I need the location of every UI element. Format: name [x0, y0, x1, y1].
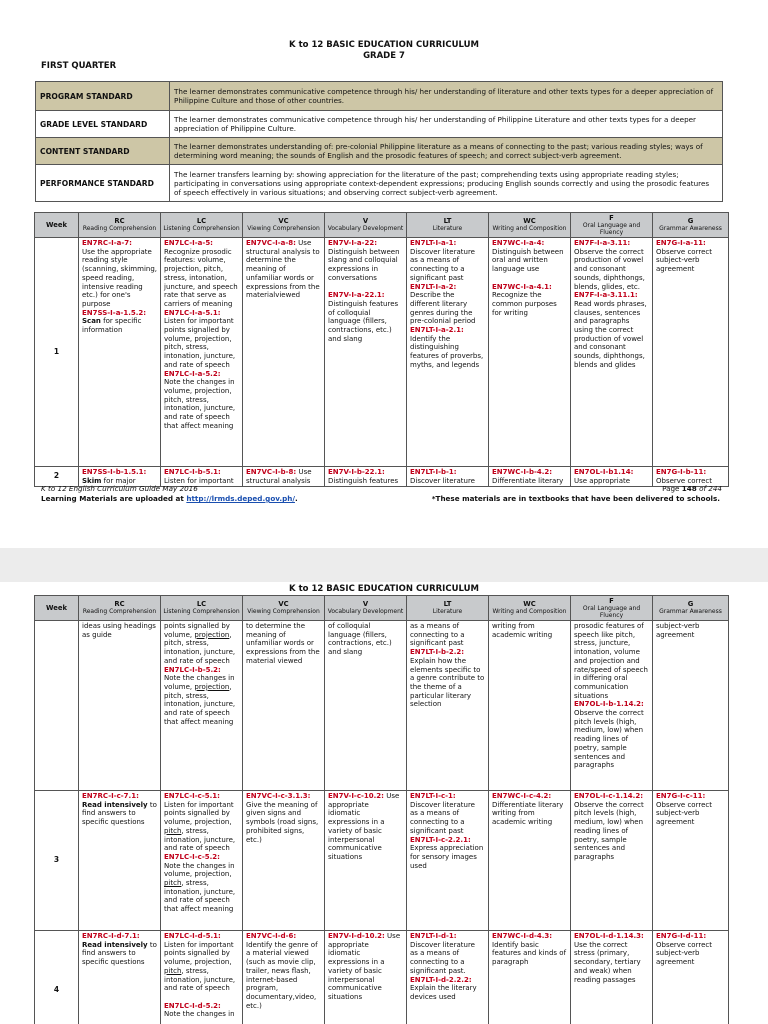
- header-wc: [489, 213, 571, 238]
- header-name: Grammar Awareness: [659, 608, 722, 615]
- header-week-label: Week: [46, 220, 67, 229]
- header-name: Vocabulary Development: [327, 608, 404, 615]
- competency-text: Describe the different literary genres during the pre-colonial period: [410, 291, 476, 326]
- competency-code: EN7LC-I-c-5.2:: [164, 852, 220, 861]
- header-code: LC: [196, 600, 207, 608]
- competency-text: ideas using headings as guide: [82, 622, 156, 639]
- cell-vc: [243, 238, 325, 467]
- header-code: LT: [443, 217, 452, 225]
- week-number: 2: [35, 467, 79, 487]
- competency-text: writing from academic writing: [492, 622, 553, 639]
- quarter-heading: FIRST QUARTER: [41, 61, 117, 71]
- competency-text: Read words phrases, clauses, sentences and paragraphs using the correct production of vowel and consonant sounds, diphthongs, blends and glides: [574, 299, 647, 369]
- competency-code: EN7LT-I-a-2:: [410, 282, 457, 291]
- title-line: K to 12 BASIC EDUCATION CURRICULUM: [289, 40, 479, 50]
- week-number: [35, 621, 79, 791]
- cell-f: [571, 467, 653, 487]
- program-standard-label: PROGRAM STANDARD: [36, 82, 170, 111]
- cell-f: [571, 931, 653, 1024]
- competency-text: Use the appropriate reading style (scanning, skimming, speed reading, intensive reading etc.) for one's purpose: [82, 247, 157, 308]
- cell-lt: [407, 931, 489, 1024]
- header-name: Literature: [432, 225, 463, 232]
- cell-v: [325, 791, 407, 931]
- standards-table: [35, 81, 723, 202]
- lrmds-link[interactable]: http://lrmds.deped.gov.ph/: [186, 494, 295, 503]
- document-title: [0, 582, 768, 595]
- competency-text: Discover literature as a means of connecting to a significant past: [410, 800, 475, 835]
- header-name: Writing and Composition: [492, 225, 567, 232]
- header-v: [325, 596, 407, 621]
- table-header-row: [35, 213, 729, 238]
- header-f: [571, 213, 653, 238]
- competency-code: EN7WC-I-a-4.1:: [492, 282, 552, 291]
- curriculum-guide-note: K to 12 English Curriculum Guide May 2016: [41, 484, 198, 493]
- competency-text: Use structural analysis to determine the meaning of unfamiliar words or expressions from the materialviewed: [246, 239, 320, 300]
- header-code: VC: [278, 217, 289, 225]
- header-code: WC: [523, 600, 536, 608]
- header-code: WC: [523, 217, 536, 225]
- competency-text: Observe the correct pitch levels (high, medium, low) when reading lines of poetry, sample sentences and paragraphs: [574, 709, 644, 770]
- competency-text: , stress, intonation, juncture, and rate of speech that affect meaning: [164, 879, 236, 914]
- content-standard-row: [36, 138, 723, 165]
- grade-level-standard-text: The learner demonstrates communicative competence through his/ her understanding of Philippine Literature and other texts types for a deeper appreciation of Philippine Culture.: [170, 111, 723, 138]
- cell-v: [325, 467, 407, 487]
- competency-code: EN7WC-I-a-4:: [492, 239, 545, 247]
- competency-code: EN7G-I-a-11:: [656, 239, 706, 247]
- competency-underlined: projection: [194, 682, 230, 691]
- textbook-note: *These materials are in textbooks that have been delivered to schools.: [431, 494, 720, 503]
- competency-text: Identify the distinguishing features of proverbs, myths, and legends: [410, 334, 484, 369]
- competency-text: Express appreciation for sensory images used: [410, 844, 484, 870]
- header-lt: [407, 596, 489, 621]
- competencies-table: [34, 212, 729, 487]
- title-line: K to 12 BASIC EDUCATION CURRICULUM: [289, 584, 479, 594]
- competency-code: EN7LT-I-b-2.2:: [410, 648, 465, 657]
- header-code: LC: [196, 217, 207, 225]
- competency-text: Identify the genre of a material viewed (such as movie clip, trailer, news flash, internet-based program, documentary,video, etc.): [246, 940, 318, 1010]
- competency-code: EN7OL-I-b-1.14.2:: [574, 700, 644, 709]
- competency-text: as a means of connecting to a significant past: [410, 622, 465, 648]
- grade-level-standard-label: GRADE LEVEL STANDARD: [36, 111, 170, 138]
- page-number: [662, 484, 722, 493]
- cell-wc: [489, 931, 571, 1024]
- cell-lc: [161, 791, 243, 931]
- competency-keyword: Read intensively: [82, 940, 148, 949]
- header-name: Literature: [432, 608, 463, 615]
- competency-code: EN7OL-I-c-1.14.2:: [574, 792, 643, 800]
- program-standard-text: The learner demonstrates communicative competence through his/ her understanding of literature and other texts types for a deeper appreciation of Philippine Culture and those of other countries.: [170, 82, 723, 111]
- competency-code: EN7F-I-a-3.11:: [574, 239, 631, 247]
- competency-code: EN7V-I-d-10.2:: [328, 932, 385, 940]
- competency-code: EN7LC-I-a-5.2:: [164, 369, 221, 378]
- competency-keyword: Scan: [82, 317, 101, 326]
- competency-code: EN7LC-I-d-5.2:: [164, 1001, 221, 1010]
- cell-f: [571, 238, 653, 467]
- cell-v: [325, 238, 407, 467]
- header-name: Writing and Composition: [492, 608, 567, 615]
- cell-v: [325, 621, 407, 791]
- competency-code: EN7WC-I-d-4.3:: [492, 932, 553, 940]
- page-of: of: [696, 484, 709, 493]
- cell-lt: [407, 238, 489, 467]
- cell-lc: [161, 238, 243, 467]
- competency-code: EN7V-I-a-22.1:: [328, 291, 385, 300]
- competency-text: Distinguish between oral and written language use: [492, 247, 564, 274]
- competency-code: EN7SS-I-b-1.5.1:: [82, 468, 147, 476]
- competency-text: to find answers to specific questions: [82, 800, 157, 827]
- competency-code: EN7F-I-a-3.11.1:: [574, 291, 638, 300]
- competency-code: EN7WC-I-c-4.2:: [492, 792, 552, 800]
- competency-text: Observe correct subject-verb agreement: [656, 247, 712, 274]
- competency-code: EN7LC-I-a-5.1:: [164, 308, 221, 317]
- competency-text: Give the meaning of given signs and symbols (road signs, prohibited signs, etc.): [246, 800, 319, 844]
- competency-code: EN7LC-I-c-5.1:: [164, 792, 220, 800]
- competency-code: EN7G-I-b-11:: [656, 468, 707, 476]
- competency-code: EN7RC-I-d-7.1:: [82, 932, 140, 940]
- competency-text: Use structural analysis: [246, 468, 312, 485]
- header-code: G: [687, 600, 694, 608]
- header-lc: [161, 596, 243, 621]
- header-name: Vocabulary Development: [327, 225, 404, 232]
- header-name: Listening Comprehension: [163, 225, 240, 232]
- competency-text: to determine the meaning of unfamiliar words or expressions from the material viewed: [246, 622, 320, 665]
- cell-f: [571, 791, 653, 931]
- competency-underlined: pitch: [164, 826, 182, 835]
- competency-code: EN7V-I-b-22.1:: [328, 468, 385, 476]
- competency-text: Discover literature as a means of connecting to a significant past: [410, 247, 475, 282]
- competency-text: Listen for important points signalled by volume, projection,: [164, 800, 234, 827]
- competency-code: EN7OL-I-d-1.14.3:: [574, 932, 644, 940]
- competency-text: Observe the correct pitch levels (high, medium, low) when reading lines of poetry, sample sentences and paragraphs: [574, 800, 644, 861]
- competency-code: EN7VC-I-a-8:: [246, 239, 296, 247]
- header-code: F: [609, 596, 614, 605]
- cell-vc: [243, 467, 325, 487]
- competency-text: Observe correct subject-verb agreement: [656, 800, 712, 827]
- cell-lc: [161, 621, 243, 791]
- cell-vc: [243, 791, 325, 931]
- competency-underlined: pitch: [164, 879, 182, 888]
- learning-materials-suffix: .: [294, 494, 298, 503]
- table-header-row: [35, 596, 729, 621]
- competency-code: EN7LT-I-d-1:: [410, 932, 457, 940]
- competency-text: Discover literature: [410, 476, 475, 485]
- header-code: V: [362, 217, 369, 225]
- competency-code: EN7LT-I-a-2.1:: [410, 326, 464, 335]
- header-code: RC: [114, 600, 125, 608]
- header-name: Grammar Awareness: [659, 225, 722, 232]
- week-number: 4: [35, 931, 79, 1024]
- competency-code: EN7V-I-c-10.2:: [328, 792, 384, 800]
- header-week-label: Week: [46, 603, 67, 612]
- competency-code: EN7WC-I-b-4.2:: [492, 468, 553, 476]
- competency-text: for specific information: [82, 317, 142, 335]
- header-code: VC: [278, 600, 289, 608]
- cell-vc: [243, 931, 325, 1024]
- competency-code: EN7LT-I-c-2.2.1:: [410, 835, 471, 844]
- competency-text: , stress, intonation, juncture, and rate of speech: [164, 826, 236, 853]
- competency-text: Listen for important points signalled by volume, projection, pitch, stress, intonation, juncture, and rate of speech: [164, 317, 236, 369]
- header-lc: [161, 213, 243, 238]
- competency-code: EN7LT-I-d-2.2.2:: [410, 975, 472, 984]
- curriculum-page-149: [0, 582, 768, 1024]
- competency-text: Note the changes in volume, projection,: [164, 861, 235, 879]
- competency-text: Distinguish between slang and colloquial expressions in conversations: [328, 247, 400, 282]
- table-row-week-4: [35, 931, 729, 1024]
- cell-vc: [243, 621, 325, 791]
- content-standard-text: The learner demonstrates understanding of: pre-colonial Philippine literature as a means of connecting to the past; various reading styles; ways of determining word meaning; the sounds of English and the prosodic features of speech; and correct subject-verb agreement.: [170, 138, 723, 165]
- competency-code: EN7LT-I-c-1:: [410, 792, 456, 800]
- header-code: F: [609, 213, 614, 222]
- learning-materials-prefix: Learning Materials are uploaded at: [41, 494, 187, 503]
- competency-code: EN7G-I-d-11:: [656, 932, 707, 940]
- performance-standard-row: [36, 165, 723, 202]
- competency-text: Observe the correct production of vowel and consonant sounds, diphthongs, blends, glides, etc.: [574, 247, 645, 291]
- competency-underlined: projection: [194, 630, 230, 639]
- header-name: Reading Comprehension: [82, 225, 157, 232]
- header-code: V: [362, 600, 369, 608]
- header-code: LT: [443, 600, 452, 608]
- competency-code: EN7LC-I-d-5.1:: [164, 932, 221, 940]
- header-wc: [489, 596, 571, 621]
- competency-text: Note the changes in: [164, 1010, 235, 1019]
- competency-text: points signalled by volume,: [164, 622, 230, 639]
- competency-code: EN7RC-I-c-7.1:: [82, 792, 139, 800]
- competency-text: , pitch, stress, intonation, juncture, and rate of speech: [164, 630, 236, 665]
- competency-text: Use appropriate idiomatic expressions in a variety of basic interpersonal communicative situations: [328, 932, 401, 1001]
- competency-code: EN7G-I-c-11:: [656, 792, 706, 800]
- competency-text: for major: [101, 476, 136, 485]
- competency-text: Identify basic features and kinds of paragraph: [492, 940, 567, 967]
- competency-text: Recognize prosodic features: volume, projection, pitch, stress, intonation, juncture, and speech rate that serve as carriers of meaning: [164, 247, 238, 308]
- competency-text: Explain the literary devices used: [410, 984, 477, 1001]
- competency-text: Listen for important: [164, 476, 234, 485]
- cell-g: [653, 621, 729, 791]
- cell-v: [325, 931, 407, 1024]
- header-vc: [243, 596, 325, 621]
- cell-wc: [489, 621, 571, 791]
- cell-lc: [161, 931, 243, 1024]
- competency-text: Observe correct subject-verb agreement: [656, 940, 712, 967]
- competency-text: Note the changes in volume,: [164, 674, 235, 691]
- competency-text: Differentiate literary: [492, 476, 564, 485]
- competency-text: Listen for important points signalled by volume, projection,: [164, 940, 234, 967]
- competencies-table-continued: [34, 595, 729, 1024]
- cell-wc: [489, 238, 571, 467]
- document-title: [0, 0, 768, 62]
- competency-text: to find answers to specific questions: [82, 940, 157, 967]
- header-name: Reading Comprehension: [82, 608, 157, 615]
- cell-f: [571, 621, 653, 791]
- cell-g: [653, 791, 729, 931]
- competency-text: of colloquial language (fillers, contractions, etc.) and slang: [328, 622, 392, 657]
- competency-text: prosodic features of speech like pitch, stress, juncture, intonation, volume and projection and rate/speed of speech in differing oral communication situations: [574, 622, 648, 700]
- competency-text: Distinguish features: [328, 476, 399, 485]
- competency-code: EN7V-I-a-22:: [328, 239, 378, 247]
- grade-level-standard-row: [36, 111, 723, 138]
- page-label: Page: [662, 484, 682, 493]
- table-row-week-1: [35, 238, 729, 467]
- competency-keyword: Skim: [82, 476, 102, 485]
- competency-text: , pitch, stress, intonation, juncture, and rate of speech that affect meaning: [164, 682, 236, 726]
- header-name: Oral Language and Fluency: [582, 604, 641, 619]
- header-g: [653, 596, 729, 621]
- header-name: Viewing Comprehension: [247, 225, 320, 232]
- competency-code: EN7LC-I-a-5:: [164, 239, 213, 247]
- competency-underlined: pitch: [164, 966, 182, 975]
- competency-text: Discover literature as a means of connecting to a significant past.: [410, 940, 475, 975]
- competency-code: EN7SS-I-a-1.5.2:: [82, 308, 147, 317]
- competency-text: Differentiate literary writing from academic writing: [492, 800, 564, 827]
- cell-g: [653, 238, 729, 467]
- page-total: 244: [708, 484, 722, 493]
- competency-text: Use the correct stress (primary, secondary, tertiary and weak) when reading passages: [574, 940, 641, 984]
- competency-text: Use appropriate idiomatic expressions in a variety of basic interpersonal communicative situations: [328, 792, 400, 861]
- header-week: [35, 596, 79, 621]
- competency-text: Use appropriate: [574, 476, 631, 485]
- header-name: Oral Language and Fluency: [582, 221, 641, 236]
- header-code: RC: [114, 217, 125, 225]
- competency-code: EN7VC-I-c-3.1.3:: [246, 792, 311, 800]
- competency-text: subject-verb agreement: [656, 622, 700, 639]
- competency-code: EN7LC-I-b-5.1:: [164, 468, 221, 476]
- competency-keyword: Read intensively: [82, 800, 148, 809]
- header-name: Viewing Comprehension: [247, 608, 320, 615]
- competency-text: Explain how the elements specific to a genre contribute to the theme of a particular literary selection: [410, 656, 485, 709]
- competency-code: EN7VC-I-b-8:: [246, 468, 297, 476]
- performance-standard-label: PERFORMANCE STANDARD: [36, 165, 170, 202]
- cell-lt: [407, 791, 489, 931]
- competency-text: , stress, intonation, juncture, and rate of speech: [164, 966, 236, 993]
- page-current: 148: [681, 484, 697, 493]
- cell-rc: [79, 621, 161, 791]
- cell-rc: [79, 931, 161, 1024]
- grade-line: GRADE 7: [363, 51, 405, 61]
- competency-code: EN7LT-I-b-1:: [410, 468, 457, 476]
- content-standard-label: CONTENT STANDARD: [36, 138, 170, 165]
- competency-code: EN7RC-I-a-7:: [82, 239, 132, 247]
- cell-g: [653, 931, 729, 1024]
- competency-code: EN7LT-I-a-1:: [410, 239, 457, 247]
- competency-text: Note the changes in volume, projection, pitch, stress, intonation, juncture, and rate of speech that affect meaning: [164, 378, 236, 430]
- cell-lt: [407, 467, 489, 487]
- header-v: [325, 213, 407, 238]
- competency-code: EN7VC-I-d-6:: [246, 932, 297, 940]
- competency-code: EN7LC-I-b-5.2:: [164, 665, 221, 674]
- header-vc: [243, 213, 325, 238]
- header-week: [35, 213, 79, 238]
- header-code: G: [687, 217, 694, 225]
- competency-text: Recognize the common purposes for writing: [492, 291, 557, 317]
- cell-wc: [489, 791, 571, 931]
- week-number: 1: [35, 238, 79, 467]
- cell-lt: [407, 621, 489, 791]
- header-rc: [79, 213, 161, 238]
- learning-materials-note: [41, 494, 298, 503]
- header-name: Listening Comprehension: [163, 608, 240, 615]
- header-lt: [407, 213, 489, 238]
- week-number: 3: [35, 791, 79, 931]
- header-g: [653, 213, 729, 238]
- performance-standard-text: The learner transfers learning by: showing appreciation for the literature of the past; comprehending texts using appropriate reading styles; participating in conversations using appropriate context-dependent expressions; producing English sounds correctly and using the prosodic features of speech effectively in various situations; and observing correct subject-verb agreement.: [170, 165, 723, 202]
- competency-code: EN7OL-I-b1.14:: [574, 468, 634, 476]
- table-row-week-3: [35, 791, 729, 931]
- table-row-week-2-continued: [35, 621, 729, 791]
- cell-rc: [79, 238, 161, 467]
- cell-rc: [79, 791, 161, 931]
- program-standard-row: [36, 82, 723, 111]
- page-gap: [0, 548, 768, 582]
- competency-text: Observe correct: [656, 476, 712, 485]
- competency-text: Distinguish features of colloquial language (fillers, contractions, etc.) and slang: [328, 299, 399, 343]
- header-f: [571, 596, 653, 621]
- cell-wc: [489, 467, 571, 487]
- header-rc: [79, 596, 161, 621]
